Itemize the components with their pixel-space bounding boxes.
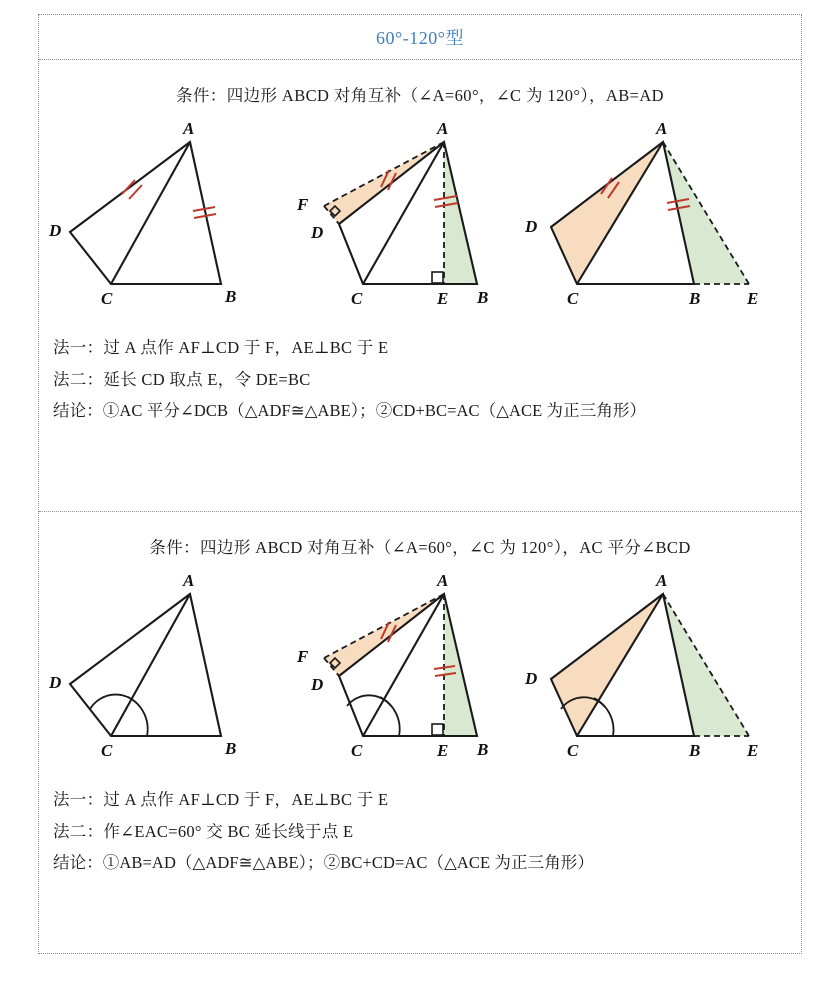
fig-1-1 (43, 114, 283, 314)
vertex-label-b: B (225, 287, 237, 306)
vertex-label-d: D (525, 217, 538, 236)
worksheet-page (38, 14, 802, 954)
section-1-text (39, 329, 801, 424)
section-2-method-1: 法一：过 A 点作 AF⊥CD 于 F，AE⊥BC 于 E (53, 790, 389, 809)
vertex-label-c: C (101, 741, 113, 760)
vertex-label-b: B (689, 741, 701, 760)
section-1-conclusion: 结论：①AC 平分∠DCB（△ADF≅△ABE）；②CD+BC=AC（△ACE 为正三角形） (53, 401, 647, 421)
section-2-conclusion: 结论：①AB=AD（△ADF≅△ABE）；②BC+CD=AC（△ACE 为正三角形） (53, 853, 594, 873)
vertex-label-c: C (567, 289, 579, 308)
section-2-condition: 条件：四边形 ABCD 对角互补（∠A=60°，∠C 为 120°），AC 平分∠BCD (149, 538, 691, 557)
vertex-label-a: A (437, 119, 449, 138)
right-angle-mark-e (432, 272, 443, 283)
fig-1-3 (517, 114, 787, 314)
section-1-condition: 条件：四边形 ABCD 对角互补（∠A=60°，∠C 为 120°），AB=AD (176, 86, 664, 105)
page-title: 60°-120°型 (376, 28, 464, 48)
section-1 (39, 60, 801, 512)
fig-2-2 (287, 566, 517, 766)
vertex-label-b: B (225, 739, 237, 758)
vertex-label-e: E (437, 289, 449, 308)
triangle-adf-shaded (324, 142, 444, 224)
vertex-label-d: D (311, 223, 324, 242)
tick-ad-double (122, 180, 142, 199)
angle-arc-acb (128, 697, 148, 736)
vertex-label-e: E (747, 741, 759, 760)
section-1-method-1: 法一：过 A 点作 AF⊥CD 于 F，AE⊥BC 于 E (53, 338, 389, 357)
vertex-label-d: D (525, 669, 538, 688)
section-1-method-2: 法二：延长 CD 取点 E，令 DE=BC (53, 369, 311, 389)
vertex-label-b: B (477, 288, 489, 307)
fig-2-3 (517, 566, 787, 766)
section-2-figures (39, 566, 801, 781)
vertex-label-d: D (49, 673, 62, 692)
vertex-label-f: F (297, 647, 309, 666)
quadrilateral-abcd (70, 142, 221, 284)
vertex-label-c: C (567, 741, 579, 760)
vertex-label-a: A (656, 571, 668, 590)
vertex-label-e: E (747, 289, 759, 308)
vertex-label-d: D (49, 221, 62, 240)
page-title-bar (39, 15, 801, 60)
vertex-label-a: A (437, 571, 449, 590)
vertex-label-d: D (311, 675, 324, 694)
vertex-label-c: C (101, 289, 113, 308)
fig-2-1 (43, 566, 283, 766)
vertex-label-b: B (689, 289, 701, 308)
vertex-label-b: B (477, 740, 489, 759)
vertex-label-c: C (351, 741, 363, 760)
right-angle-mark-e (432, 724, 443, 735)
vertex-label-a: A (656, 119, 668, 138)
section-2-text (39, 781, 801, 876)
vertex-label-a: A (183, 571, 195, 590)
fig-1-2 (287, 114, 517, 314)
vertex-label-a: A (183, 119, 195, 138)
vertex-label-f: F (297, 195, 309, 214)
section-2-method-2: 法二：作∠EAC=60° 交 BC 延长线于点 E (53, 821, 354, 841)
section-2 (39, 512, 801, 955)
vertex-label-c: C (351, 289, 363, 308)
triangle-adf-shaded (324, 594, 444, 676)
section-1-figures (39, 114, 801, 329)
vertex-label-e: E (437, 741, 449, 760)
